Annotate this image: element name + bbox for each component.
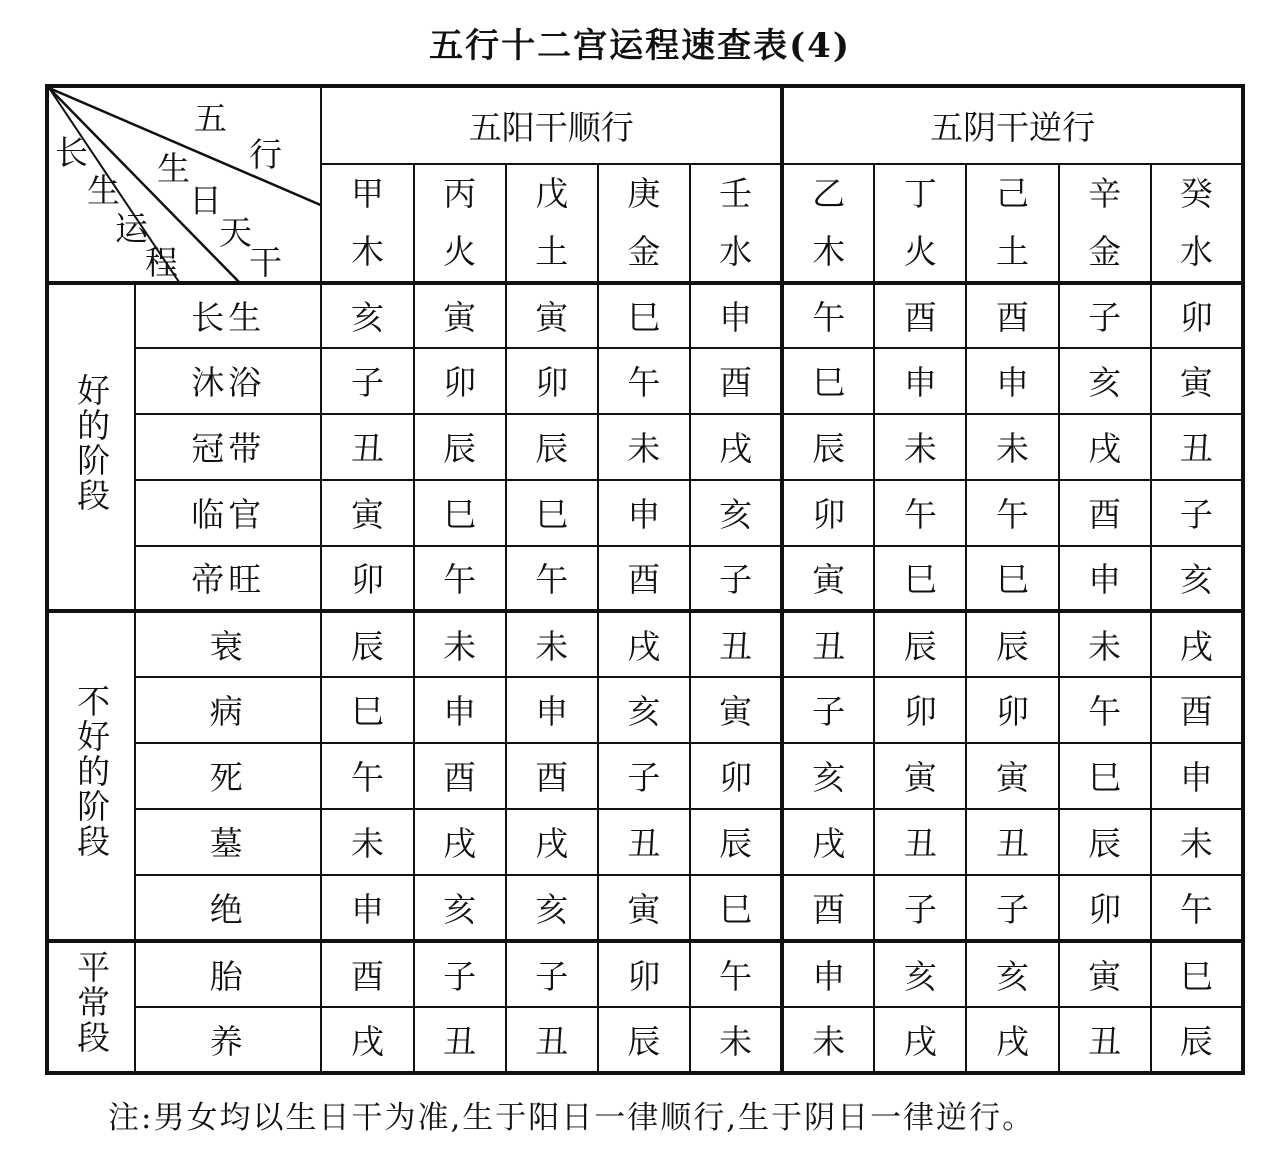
branch-cell: 申: [598, 480, 690, 546]
table-row: [47, 743, 1243, 809]
branch-cell: 子: [690, 546, 782, 611]
branch-cell: 丑: [966, 809, 1058, 875]
table-row: [47, 546, 1243, 611]
branch-cell: 申: [1151, 743, 1243, 809]
branch-cell: 申: [321, 875, 413, 941]
branch-cell: 辰: [966, 611, 1058, 677]
branch-cell: 未: [782, 1007, 874, 1073]
branch-cell: 午: [874, 480, 966, 546]
branch-cell: 亥: [414, 875, 506, 941]
table-row: [47, 348, 1243, 414]
branch-cell: 卯: [690, 743, 782, 809]
stage-label: 死: [135, 743, 321, 809]
stage-label: 养: [135, 1007, 321, 1073]
branch-cell: 未: [321, 809, 413, 875]
branch-cell: 辰: [1151, 1007, 1243, 1073]
stage-label: 病: [135, 677, 321, 743]
stem-header: 丙 火: [414, 164, 506, 283]
branch-cell: 子: [414, 941, 506, 1007]
table-row: [47, 414, 1243, 480]
corner-label-wuxing: 五: [194, 99, 227, 138]
branch-cell: 丑: [874, 809, 966, 875]
branch-cell: 戌: [690, 414, 782, 480]
stage-label: 胎: [135, 941, 321, 1007]
table-row: [47, 480, 1243, 546]
table-title: 五行十二宫运程速查表(4): [429, 26, 851, 66]
stage-label: 墓: [135, 809, 321, 875]
branch-cell: 巳: [1151, 941, 1243, 1007]
branch-cell: 戌: [414, 809, 506, 875]
branch-cell: 未: [1059, 611, 1151, 677]
corner-label-changsheng: 程: [145, 243, 178, 282]
branch-cell: 子: [598, 743, 690, 809]
branch-cell: 戌: [321, 1007, 413, 1073]
branch-cell: 午: [1151, 875, 1243, 941]
table-row: [47, 611, 1243, 677]
branch-cell: 卯: [782, 480, 874, 546]
branch-cell: 寅: [782, 546, 874, 611]
branch-cell: 卯: [321, 546, 413, 611]
stem-header: 辛 金: [1059, 164, 1151, 283]
branch-cell: 子: [966, 875, 1058, 941]
branch-cell: 亥: [598, 677, 690, 743]
branch-cell: 巳: [1059, 743, 1151, 809]
footnote: 注:男女均以生日干为准,生于阳日一律顺行,生于阴日一律逆行。: [108, 1100, 1036, 1136]
branch-cell: 寅: [414, 283, 506, 348]
branch-cell: 酉: [874, 283, 966, 348]
group-label-bad: 不好的阶段: [47, 611, 135, 941]
branch-cell: 卯: [506, 348, 598, 414]
branch-cell: 亥: [690, 480, 782, 546]
branch-cell: 寅: [1151, 348, 1243, 414]
branch-cell: 戌: [966, 1007, 1058, 1073]
branch-cell: 辰: [874, 611, 966, 677]
table-row: [47, 1007, 1243, 1073]
branch-cell: 寅: [598, 875, 690, 941]
branch-cell: 子: [874, 875, 966, 941]
branch-cell: 巳: [966, 546, 1058, 611]
branch-cell: 酉: [414, 743, 506, 809]
branch-cell: 卯: [414, 348, 506, 414]
corner-label-changsheng: 运: [115, 209, 148, 248]
branch-cell: 酉: [1151, 677, 1243, 743]
stage-label: 冠带: [135, 414, 321, 480]
branch-cell: 辰: [506, 414, 598, 480]
branch-cell: 卯: [1151, 283, 1243, 348]
branch-cell: 酉: [1059, 480, 1151, 546]
branch-cell: 申: [506, 677, 598, 743]
branch-cell: 午: [506, 546, 598, 611]
branch-cell: 酉: [598, 546, 690, 611]
branch-cell: 巳: [598, 283, 690, 348]
stem-header: 庚 金: [598, 164, 690, 283]
branch-cell: 子: [1151, 480, 1243, 546]
corner-label-changsheng: 长: [55, 133, 88, 172]
branch-cell: 辰: [321, 611, 413, 677]
stage-label: 帝旺: [135, 546, 321, 611]
branch-cell: 丑: [506, 1007, 598, 1073]
branch-cell: 寅: [874, 743, 966, 809]
stem-header: 癸 水: [1151, 164, 1243, 283]
corner-header: [47, 86, 321, 283]
stem-header: 戊 土: [506, 164, 598, 283]
stem-header: 乙 木: [782, 164, 874, 283]
stage-label: 沐浴: [135, 348, 321, 414]
branch-cell: 丑: [321, 414, 413, 480]
branch-cell: 申: [690, 283, 782, 348]
branch-cell: 未: [966, 414, 1058, 480]
table-row: [47, 809, 1243, 875]
branch-cell: 子: [782, 677, 874, 743]
stem-header: 甲 木: [321, 164, 413, 283]
branch-cell: 午: [414, 546, 506, 611]
stem-header: 己 土: [966, 164, 1058, 283]
stage-label: 绝: [135, 875, 321, 941]
table-row: [47, 283, 1243, 348]
group-label-normal: 平常段: [47, 941, 135, 1073]
branch-cell: 丑: [782, 611, 874, 677]
branch-cell: 子: [506, 941, 598, 1007]
branch-cell: 午: [966, 480, 1058, 546]
branch-cell: 酉: [966, 283, 1058, 348]
branch-cell: 未: [1151, 809, 1243, 875]
branch-cell: 寅: [321, 480, 413, 546]
branch-cell: 戌: [598, 611, 690, 677]
branch-cell: 寅: [690, 677, 782, 743]
branch-cell: 巳: [782, 348, 874, 414]
branch-cell: 丑: [598, 809, 690, 875]
branch-cell: 未: [414, 611, 506, 677]
branch-cell: 巳: [690, 875, 782, 941]
branch-cell: 巳: [874, 546, 966, 611]
stem-header: 壬 水: [690, 164, 782, 283]
corner-label-shengri: 干: [249, 243, 282, 282]
branch-cell: 丑: [1059, 1007, 1151, 1073]
corner-label-shengri: 天: [219, 213, 252, 252]
branch-cell: 巳: [506, 480, 598, 546]
branch-cell: 辰: [782, 414, 874, 480]
branch-cell: 戌: [506, 809, 598, 875]
branch-cell: 辰: [598, 1007, 690, 1073]
branch-cell: 午: [690, 941, 782, 1007]
branch-cell: 午: [1059, 677, 1151, 743]
branch-cell: 辰: [690, 809, 782, 875]
branch-cell: 酉: [690, 348, 782, 414]
corner-label-wuxing: 行: [249, 135, 282, 174]
branch-cell: 丑: [690, 611, 782, 677]
branch-cell: 午: [321, 743, 413, 809]
branch-cell: 戌: [1059, 414, 1151, 480]
yang-header: 五阳干顺行: [321, 86, 782, 164]
branch-cell: 戌: [782, 809, 874, 875]
branch-cell: 午: [782, 283, 874, 348]
branch-cell: 亥: [874, 941, 966, 1007]
branch-cell: 亥: [321, 283, 413, 348]
branch-cell: 申: [874, 348, 966, 414]
corner-label-shengri: 生: [157, 149, 190, 188]
branch-cell: 卯: [598, 941, 690, 1007]
table-row: [47, 875, 1243, 941]
branch-cell: 子: [321, 348, 413, 414]
branch-cell: 寅: [506, 283, 598, 348]
branch-cell: 酉: [321, 941, 413, 1007]
stage-label: 临官: [135, 480, 321, 546]
branch-cell: 酉: [506, 743, 598, 809]
branch-cell: 卯: [1059, 875, 1151, 941]
branch-cell: 寅: [966, 743, 1058, 809]
table-row: [47, 677, 1243, 743]
branch-cell: 亥: [782, 743, 874, 809]
corner-label-changsheng: 生: [87, 171, 120, 210]
stage-label: 衰: [135, 611, 321, 677]
branch-cell: 未: [506, 611, 598, 677]
table-row: [47, 941, 1243, 1007]
branch-cell: 戌: [874, 1007, 966, 1073]
branch-cell: 亥: [506, 875, 598, 941]
stage-label: 长生: [135, 283, 321, 348]
branch-cell: 辰: [1059, 809, 1151, 875]
branch-cell: 未: [690, 1007, 782, 1073]
branch-cell: 戌: [1151, 611, 1243, 677]
branch-cell: 申: [1059, 546, 1151, 611]
branch-cell: 子: [1059, 283, 1151, 348]
corner-label-shengri: 日: [189, 181, 222, 220]
branch-cell: 申: [782, 941, 874, 1007]
branch-cell: 亥: [1059, 348, 1151, 414]
branch-cell: 卯: [874, 677, 966, 743]
yin-header: 五阴干逆行: [782, 86, 1243, 164]
group-label-good: 好的阶段: [47, 283, 135, 611]
branch-cell: 巳: [414, 480, 506, 546]
branch-cell: 丑: [1151, 414, 1243, 480]
branch-cell: 亥: [966, 941, 1058, 1007]
branch-cell: 卯: [966, 677, 1058, 743]
branch-cell: 酉: [782, 875, 874, 941]
branch-cell: 午: [598, 348, 690, 414]
branch-cell: 巳: [321, 677, 413, 743]
stem-header: 丁 火: [874, 164, 966, 283]
branch-cell: 寅: [1059, 941, 1151, 1007]
branch-cell: 亥: [1151, 546, 1243, 611]
branch-cell: 未: [874, 414, 966, 480]
branch-cell: 未: [598, 414, 690, 480]
branch-cell: 丑: [414, 1007, 506, 1073]
fortune-table: [45, 84, 1245, 1075]
branch-cell: 申: [414, 677, 506, 743]
branch-cell: 辰: [414, 414, 506, 480]
branch-cell: 申: [966, 348, 1058, 414]
